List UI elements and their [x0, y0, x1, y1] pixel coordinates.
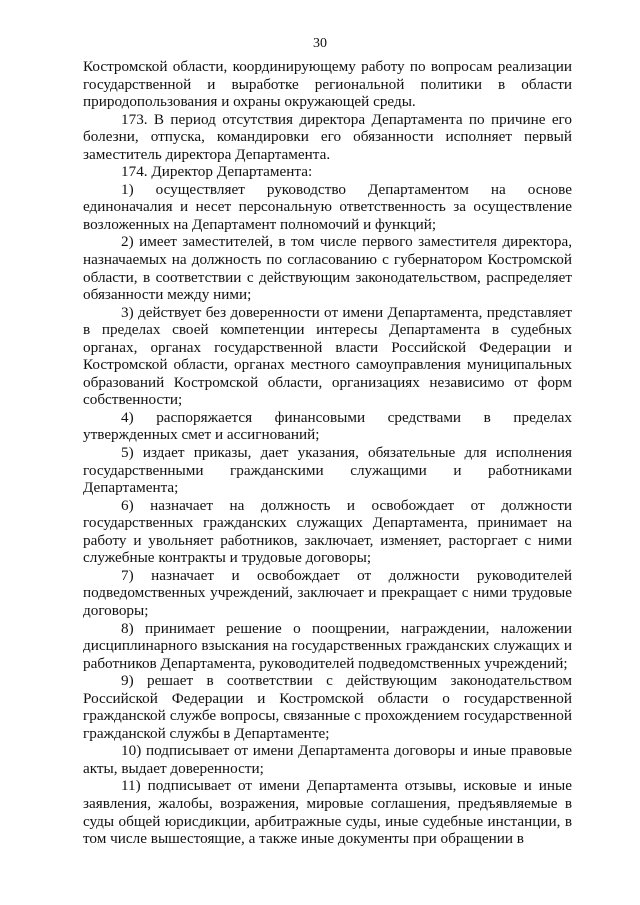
list-item-2: 2) имеет заместителей, в том числе первого заместителя директора, назначаемых на должность по согласованию с губернатором Костромской области, в соответствии с действующим законодательством, распределяет обязанности между ними;	[83, 233, 572, 304]
list-item-9: 9) решает в соответствии с действующим законодательством Российской Федерации и Костромской области о государственной гражданской службе вопросы, связанные с прохождением государственной гражданской службы в Департаменте;	[83, 672, 572, 742]
list-item-8: 8) принимает решение о поощрении, награждении, наложении дисциплинарного взыскания на государственных гражданских служащих и работников Департамента, руководителей подведомственных учреждений;	[83, 619, 572, 672]
page-number: 30	[313, 36, 327, 51]
paragraph-174-heading: 174. Директор Департамента:	[121, 163, 313, 181]
list-item-3: 3) действует без доверенности от имени Департамента, представляет в пределах своей компетенции интересы Департамента в судебных органах, органах государственной власти Российской Федерации и Костромской области, органах местного самоуправления муниципальных образований Костромской области, организациях независимо от форм собственности;	[83, 303, 572, 409]
list-item-7: 7) назначает и освобождает от должности руководителей подведомственных учреждений, заключает и прекращает с ними трудовые договоры;	[83, 566, 572, 619]
document-body	[83, 58, 572, 848]
list-item-4: 4) распоряжается финансовыми средствами в пределах утвержденных смет и ассигнований;	[83, 408, 572, 444]
list-item-1: 1) осуществляет руководство Департаментом на основе единоначалия и несет персональную ответственность за осуществление возложенных на Департамент полномочий и функций;	[83, 180, 572, 233]
list-item-10: 10) подписывает от имени Департамента договоры и иные правовые акты, выдает доверенности;	[83, 742, 572, 777]
paragraph-continuation: Костромской области, координирующему работу по вопросам реализации государственной и выработке региональной политики в области природопользования и охраны окружающей среды.	[83, 58, 572, 111]
list-item-5: 5) издает приказы, дает указания, обязательные для исполнения государственными гражданскими служащими и работниками Департамента;	[83, 444, 572, 497]
list-item-11: 11) подписывает от имени Департамента отзывы, исковые и иные заявления, жалобы, возражения, мировые соглашения, предъявляемые в суды общей юрисдикции, арбитражные суды, иные судебные инстанции, в том числе вышестоящие, а также иные документы при обращении в	[83, 777, 572, 848]
paragraph-173: 173. В период отсутствия директора Департамента по причине его болезни, отпуска, командировки его обязанности исполняет первый заместитель директора Департамента.	[83, 110, 572, 163]
list-item-6: 6) назначает на должность и освобождает от должности государственных гражданских служащих Департамента, принимает на работу и увольняет работников, заключает, изменяет, расторгает с ними служебные контракты и трудовые договоры;	[83, 496, 572, 567]
